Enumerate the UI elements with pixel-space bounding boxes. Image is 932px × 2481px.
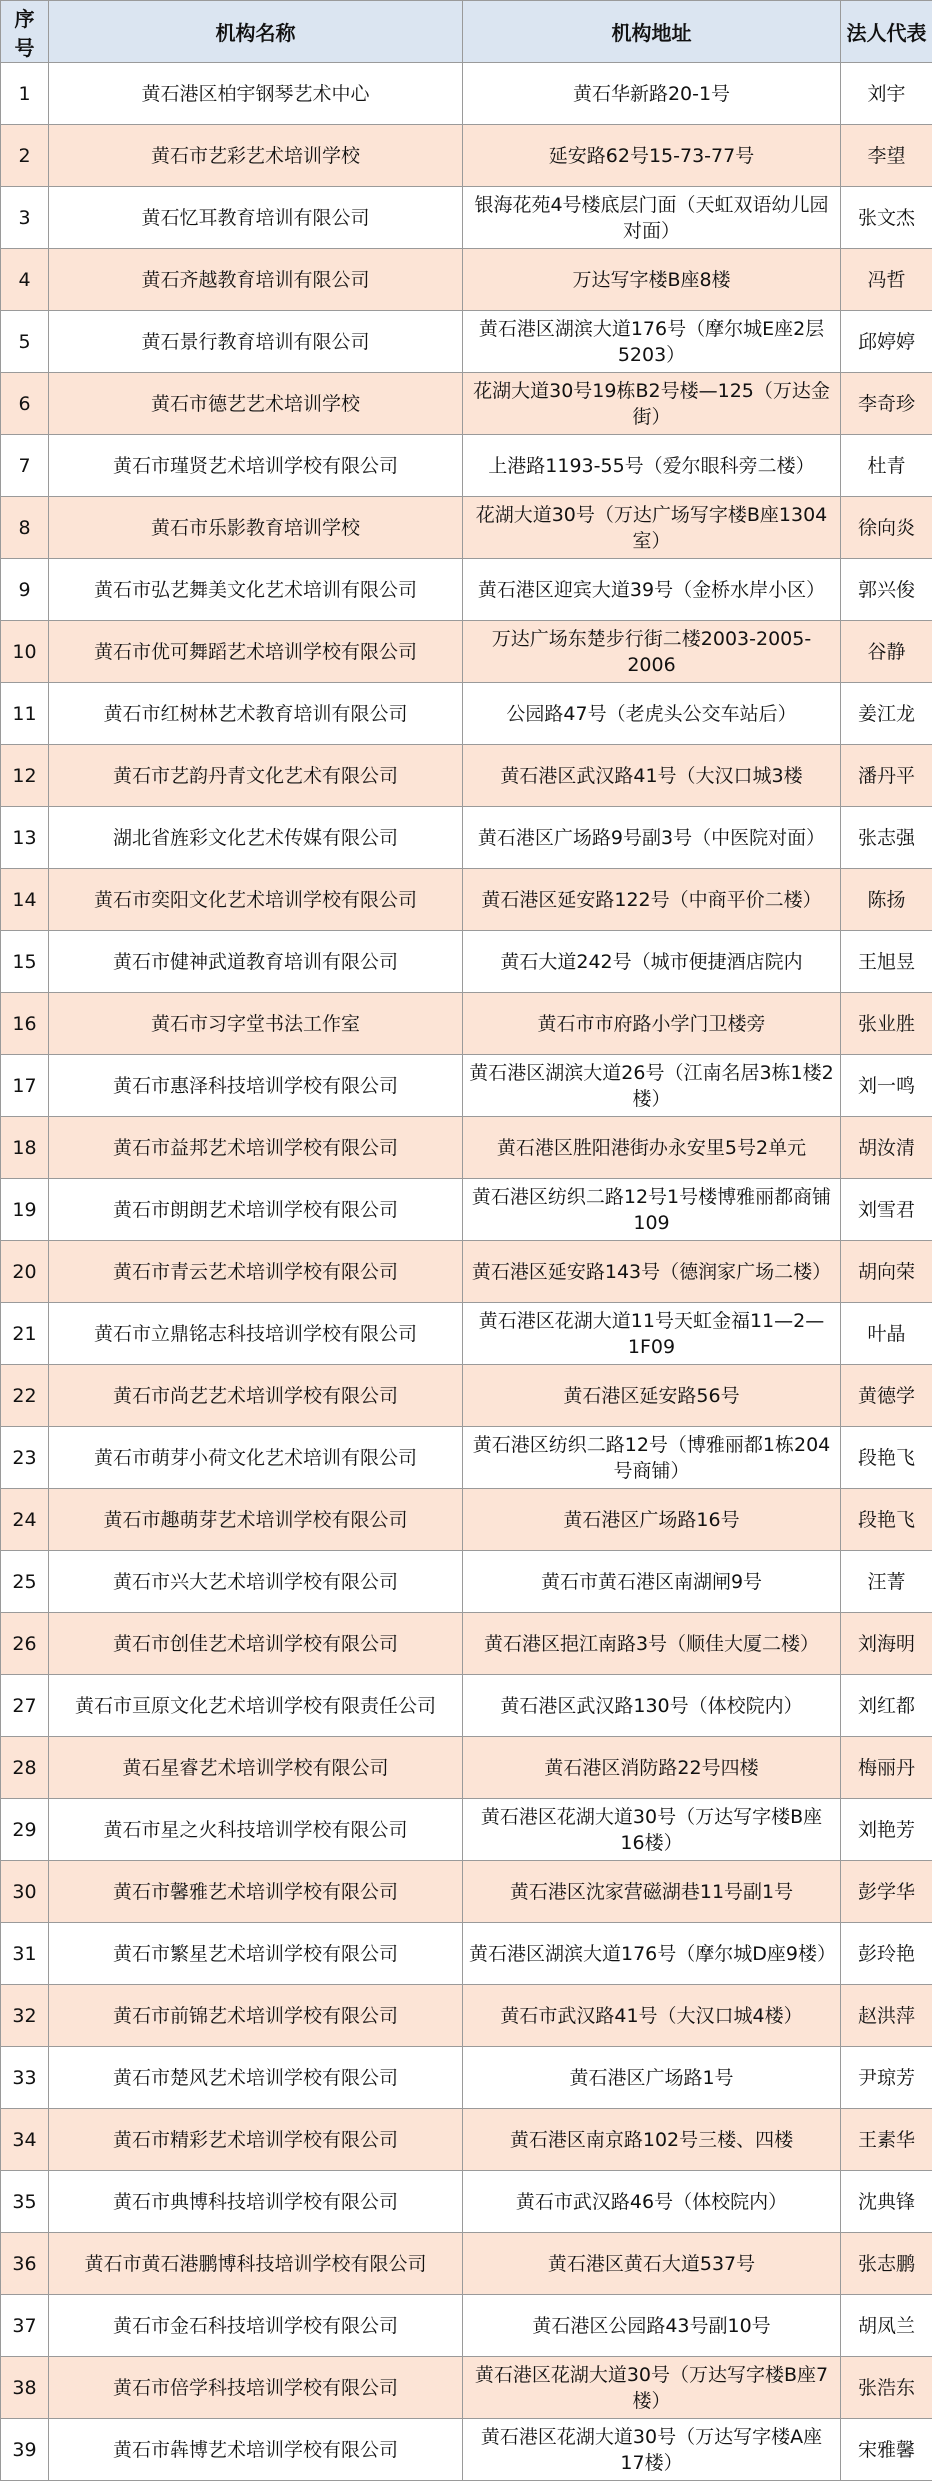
cell-no: 22 bbox=[1, 1365, 49, 1427]
table-row bbox=[1, 1737, 932, 1799]
table-header bbox=[1, 1, 932, 63]
table-row bbox=[1, 187, 932, 249]
cell-no: 36 bbox=[1, 2233, 49, 2295]
cell-rep: 郭兴俊 bbox=[841, 559, 932, 621]
cell-address: 黄石港区延安路143号（德润家广场二楼） bbox=[463, 1241, 841, 1303]
table-row bbox=[1, 2295, 932, 2357]
cell-no: 17 bbox=[1, 1055, 49, 1117]
table-row bbox=[1, 1117, 932, 1179]
cell-address: 黄石市武汉路41号（大汉口城4楼） bbox=[463, 1985, 841, 2047]
table-row bbox=[1, 745, 932, 807]
cell-name: 黄石市精彩艺术培训学校有限公司 bbox=[49, 2109, 463, 2171]
cell-rep: 胡向荣 bbox=[841, 1241, 932, 1303]
cell-no: 30 bbox=[1, 1861, 49, 1923]
cell-address: 万达写字楼B座8楼 bbox=[463, 249, 841, 311]
cell-name: 黄石星睿艺术培训学校有限公司 bbox=[49, 1737, 463, 1799]
cell-rep: 潘丹平 bbox=[841, 745, 932, 807]
cell-name: 黄石市艺韵丹青文化艺术有限公司 bbox=[49, 745, 463, 807]
cell-rep: 王旭昱 bbox=[841, 931, 932, 993]
cell-address: 黄石港区公园路43号副10号 bbox=[463, 2295, 841, 2357]
header-no: 序号 bbox=[1, 1, 49, 63]
table-row bbox=[1, 993, 932, 1055]
table-row bbox=[1, 1551, 932, 1613]
table-row bbox=[1, 807, 932, 869]
cell-no: 2 bbox=[1, 125, 49, 187]
cell-name: 黄石市艺彩艺术培训学校 bbox=[49, 125, 463, 187]
cell-no: 31 bbox=[1, 1923, 49, 1985]
table-row bbox=[1, 2047, 932, 2109]
cell-rep: 黄德学 bbox=[841, 1365, 932, 1427]
cell-rep: 刘红都 bbox=[841, 1675, 932, 1737]
cell-no: 13 bbox=[1, 807, 49, 869]
table-row bbox=[1, 125, 932, 187]
cell-address: 黄石港区花湖大道11号天虹金福11—2—1F09 bbox=[463, 1303, 841, 1365]
cell-rep: 张文杰 bbox=[841, 187, 932, 249]
cell-rep: 张志鹏 bbox=[841, 2233, 932, 2295]
cell-address: 黄石港区广场路1号 bbox=[463, 2047, 841, 2109]
cell-no: 15 bbox=[1, 931, 49, 993]
cell-no: 19 bbox=[1, 1179, 49, 1241]
cell-address: 黄石港区花湖大道30号（万达写字楼B座16楼） bbox=[463, 1799, 841, 1861]
cell-rep: 邱婷婷 bbox=[841, 311, 932, 373]
cell-address: 黄石市市府路小学门卫楼旁 bbox=[463, 993, 841, 1055]
cell-no: 9 bbox=[1, 559, 49, 621]
cell-name: 黄石市德艺艺术培训学校 bbox=[49, 373, 463, 435]
cell-name: 黄石市健神武道教育培训有限公司 bbox=[49, 931, 463, 993]
table-row bbox=[1, 1303, 932, 1365]
cell-address: 黄石华新路20-1号 bbox=[463, 63, 841, 125]
cell-no: 23 bbox=[1, 1427, 49, 1489]
table-row bbox=[1, 1179, 932, 1241]
cell-no: 16 bbox=[1, 993, 49, 1055]
cell-address: 黄石港区花湖大道30号（万达写字楼A座17楼） bbox=[463, 2419, 841, 2481]
cell-name: 黄石市楚风艺术培训学校有限公司 bbox=[49, 2047, 463, 2109]
cell-no: 10 bbox=[1, 621, 49, 683]
cell-name: 黄石市弘艺舞美文化艺术培训有限公司 bbox=[49, 559, 463, 621]
cell-name: 黄石市金石科技培训学校有限公司 bbox=[49, 2295, 463, 2357]
table-row bbox=[1, 1365, 932, 1427]
cell-name: 黄石市前锦艺术培训学校有限公司 bbox=[49, 1985, 463, 2047]
table-row bbox=[1, 869, 932, 931]
cell-address: 黄石港区胜阳港街办永安里5号2单元 bbox=[463, 1117, 841, 1179]
cell-address: 黄石港区纺织二路12号（博雅丽都1栋204号商铺） bbox=[463, 1427, 841, 1489]
cell-no: 12 bbox=[1, 745, 49, 807]
cell-rep: 李奇珍 bbox=[841, 373, 932, 435]
cell-rep: 彭学华 bbox=[841, 1861, 932, 1923]
table-row bbox=[1, 373, 932, 435]
cell-address: 黄石港区湖滨大道26号（江南名居3栋1楼2楼） bbox=[463, 1055, 841, 1117]
cell-address: 黄石港区南京路102号三楼、四楼 bbox=[463, 2109, 841, 2171]
cell-rep: 沈典锋 bbox=[841, 2171, 932, 2233]
cell-no: 11 bbox=[1, 683, 49, 745]
cell-no: 25 bbox=[1, 1551, 49, 1613]
table-row bbox=[1, 2171, 932, 2233]
table-row bbox=[1, 931, 932, 993]
cell-name: 黄石市习字堂书法工作室 bbox=[49, 993, 463, 1055]
cell-name: 黄石市趣萌芽艺术培训学校有限公司 bbox=[49, 1489, 463, 1551]
cell-name: 黄石市馨雅艺术培训学校有限公司 bbox=[49, 1861, 463, 1923]
cell-rep: 李望 bbox=[841, 125, 932, 187]
cell-name: 黄石市黄石港鹏博科技培训学校有限公司 bbox=[49, 2233, 463, 2295]
header-rep: 法人代表 bbox=[841, 1, 932, 63]
table-row bbox=[1, 1613, 932, 1675]
cell-address: 黄石港区纺织二路12号1号楼博雅丽都商铺109 bbox=[463, 1179, 841, 1241]
header-name: 机构名称 bbox=[49, 1, 463, 63]
cell-rep: 谷静 bbox=[841, 621, 932, 683]
cell-address: 黄石市黄石港区南湖闸9号 bbox=[463, 1551, 841, 1613]
cell-name: 黄石市尚艺艺术培训学校有限公司 bbox=[49, 1365, 463, 1427]
table-row bbox=[1, 2357, 932, 2419]
cell-rep: 汪菁 bbox=[841, 1551, 932, 1613]
cell-no: 27 bbox=[1, 1675, 49, 1737]
cell-name: 黄石市萌芽小荷文化艺术培训有限公司 bbox=[49, 1427, 463, 1489]
cell-no: 1 bbox=[1, 63, 49, 125]
table-row bbox=[1, 1985, 932, 2047]
cell-name: 黄石市青云艺术培训学校有限公司 bbox=[49, 1241, 463, 1303]
cell-rep: 刘海明 bbox=[841, 1613, 932, 1675]
cell-rep: 刘雪君 bbox=[841, 1179, 932, 1241]
table-row bbox=[1, 2419, 932, 2481]
table-row bbox=[1, 559, 932, 621]
cell-no: 38 bbox=[1, 2357, 49, 2419]
cell-rep: 刘宇 bbox=[841, 63, 932, 125]
cell-rep: 陈扬 bbox=[841, 869, 932, 931]
cell-name: 黄石景行教育培训有限公司 bbox=[49, 311, 463, 373]
cell-address: 黄石市武汉路46号（体校院内） bbox=[463, 2171, 841, 2233]
cell-address: 黄石港区黄石大道537号 bbox=[463, 2233, 841, 2295]
cell-rep: 彭玲艳 bbox=[841, 1923, 932, 1985]
cell-address: 黄石港区广场路9号副3号（中医院对面） bbox=[463, 807, 841, 869]
cell-address: 黄石港区延安路122号（中商平价二楼） bbox=[463, 869, 841, 931]
cell-address: 黄石港区挹江南路3号（顺佳大厦二楼） bbox=[463, 1613, 841, 1675]
cell-no: 20 bbox=[1, 1241, 49, 1303]
table-row bbox=[1, 1861, 932, 1923]
cell-address: 黄石港区花湖大道30号（万达写字楼B座7楼） bbox=[463, 2357, 841, 2419]
cell-name: 黄石市益邦艺术培训学校有限公司 bbox=[49, 1117, 463, 1179]
cell-no: 6 bbox=[1, 373, 49, 435]
cell-no: 3 bbox=[1, 187, 49, 249]
cell-no: 34 bbox=[1, 2109, 49, 2171]
cell-name: 黄石市红树林艺术教育培训有限公司 bbox=[49, 683, 463, 745]
cell-rep: 段艳飞 bbox=[841, 1489, 932, 1551]
cell-rep: 王素华 bbox=[841, 2109, 932, 2171]
cell-address: 黄石港区湖滨大道176号（摩尔城D座9楼） bbox=[463, 1923, 841, 1985]
cell-address: 黄石港区延安路56号 bbox=[463, 1365, 841, 1427]
header-row bbox=[1, 1, 932, 63]
cell-name: 黄石市繁星艺术培训学校有限公司 bbox=[49, 1923, 463, 1985]
cell-name: 黄石市惠泽科技培训学校有限公司 bbox=[49, 1055, 463, 1117]
cell-no: 14 bbox=[1, 869, 49, 931]
cell-no: 39 bbox=[1, 2419, 49, 2481]
cell-name: 黄石市倍学科技培训学校有限公司 bbox=[49, 2357, 463, 2419]
cell-no: 7 bbox=[1, 435, 49, 497]
cell-no: 8 bbox=[1, 497, 49, 559]
cell-rep: 段艳飞 bbox=[841, 1427, 932, 1489]
cell-no: 4 bbox=[1, 249, 49, 311]
cell-address: 黄石港区湖滨大道176号（摩尔城E座2层5203） bbox=[463, 311, 841, 373]
table-row bbox=[1, 621, 932, 683]
cell-rep: 姜江龙 bbox=[841, 683, 932, 745]
cell-no: 32 bbox=[1, 1985, 49, 2047]
cell-no: 26 bbox=[1, 1613, 49, 1675]
cell-rep: 胡凤兰 bbox=[841, 2295, 932, 2357]
table-row bbox=[1, 435, 932, 497]
cell-name: 湖北省旌彩文化艺术传媒有限公司 bbox=[49, 807, 463, 869]
cell-name: 黄石齐越教育培训有限公司 bbox=[49, 249, 463, 311]
cell-no: 37 bbox=[1, 2295, 49, 2357]
cell-no: 5 bbox=[1, 311, 49, 373]
cell-name: 黄石市朗朗艺术培训学校有限公司 bbox=[49, 1179, 463, 1241]
table-row bbox=[1, 311, 932, 373]
cell-rep: 赵洪萍 bbox=[841, 1985, 932, 2047]
cell-rep: 冯哲 bbox=[841, 249, 932, 311]
cell-address: 黄石港区迎宾大道39号（金桥水岸小区） bbox=[463, 559, 841, 621]
cell-name: 黄石市星之火科技培训学校有限公司 bbox=[49, 1799, 463, 1861]
table-row bbox=[1, 1241, 932, 1303]
table-row bbox=[1, 683, 932, 745]
cell-no: 35 bbox=[1, 2171, 49, 2233]
cell-rep: 杜青 bbox=[841, 435, 932, 497]
table-row bbox=[1, 1489, 932, 1551]
cell-address: 黄石港区沈家营磁湖巷11号副1号 bbox=[463, 1861, 841, 1923]
cell-address: 延安路62号15-73-77号 bbox=[463, 125, 841, 187]
table-row bbox=[1, 1799, 932, 1861]
cell-name: 黄石市乐影教育培训学校 bbox=[49, 497, 463, 559]
cell-name: 黄石市典博科技培训学校有限公司 bbox=[49, 2171, 463, 2233]
cell-no: 18 bbox=[1, 1117, 49, 1179]
cell-address: 花湖大道30号（万达广场写字楼B座1304室） bbox=[463, 497, 841, 559]
cell-address: 黄石港区消防路22号四楼 bbox=[463, 1737, 841, 1799]
header-address: 机构地址 bbox=[463, 1, 841, 63]
cell-address: 公园路47号（老虎头公交车站后） bbox=[463, 683, 841, 745]
cell-rep: 徐向炎 bbox=[841, 497, 932, 559]
cell-rep: 张志强 bbox=[841, 807, 932, 869]
table-row bbox=[1, 497, 932, 559]
cell-rep: 胡汝清 bbox=[841, 1117, 932, 1179]
cell-address: 花湖大道30号19栋B2号楼—125（万达金街） bbox=[463, 373, 841, 435]
cell-name: 黄石市立鼎铭志科技培训学校有限公司 bbox=[49, 1303, 463, 1365]
cell-address: 万达广场东楚步行街二楼2003-2005-2006 bbox=[463, 621, 841, 683]
cell-rep: 张浩东 bbox=[841, 2357, 932, 2419]
cell-name: 黄石忆耳教育培训有限公司 bbox=[49, 187, 463, 249]
table-row bbox=[1, 1923, 932, 1985]
cell-rep: 张业胜 bbox=[841, 993, 932, 1055]
cell-name: 黄石港区柏宇钢琴艺术中心 bbox=[49, 63, 463, 125]
table-row bbox=[1, 1427, 932, 1489]
cell-rep: 梅丽丹 bbox=[841, 1737, 932, 1799]
cell-rep: 尹琼芳 bbox=[841, 2047, 932, 2109]
cell-address: 银海花苑4号楼底层门面（天虹双语幼儿园对面） bbox=[463, 187, 841, 249]
cell-name: 黄石市亘原文化艺术培训学校有限责任公司 bbox=[49, 1675, 463, 1737]
table-row bbox=[1, 249, 932, 311]
table-row bbox=[1, 1055, 932, 1117]
cell-address: 黄石港区广场路16号 bbox=[463, 1489, 841, 1551]
cell-no: 21 bbox=[1, 1303, 49, 1365]
cell-address: 黄石大道242号（城市便捷酒店院内 bbox=[463, 931, 841, 993]
table-row bbox=[1, 2109, 932, 2171]
cell-rep: 刘艳芳 bbox=[841, 1799, 932, 1861]
cell-name: 黄石市奕阳文化艺术培训学校有限公司 bbox=[49, 869, 463, 931]
table-row bbox=[1, 2233, 932, 2295]
table-row bbox=[1, 63, 932, 125]
cell-no: 33 bbox=[1, 2047, 49, 2109]
cell-name: 黄石市创佳艺术培训学校有限公司 bbox=[49, 1613, 463, 1675]
cell-address: 黄石港区武汉路41号（大汉口城3楼 bbox=[463, 745, 841, 807]
cell-address: 黄石港区武汉路130号（体校院内） bbox=[463, 1675, 841, 1737]
cell-name: 黄石市犇博艺术培训学校有限公司 bbox=[49, 2419, 463, 2481]
cell-name: 黄石市瑾贤艺术培训学校有限公司 bbox=[49, 435, 463, 497]
table-body bbox=[1, 63, 932, 2481]
cell-rep: 刘一鸣 bbox=[841, 1055, 932, 1117]
cell-address: 上港路1193-55号（爱尔眼科旁二楼） bbox=[463, 435, 841, 497]
cell-rep: 宋雅馨 bbox=[841, 2419, 932, 2481]
cell-no: 29 bbox=[1, 1799, 49, 1861]
cell-no: 24 bbox=[1, 1489, 49, 1551]
cell-no: 28 bbox=[1, 1737, 49, 1799]
cell-name: 黄石市兴大艺术培训学校有限公司 bbox=[49, 1551, 463, 1613]
cell-rep: 叶晶 bbox=[841, 1303, 932, 1365]
table-row bbox=[1, 1675, 932, 1737]
cell-name: 黄石市优可舞蹈艺术培训学校有限公司 bbox=[49, 621, 463, 683]
